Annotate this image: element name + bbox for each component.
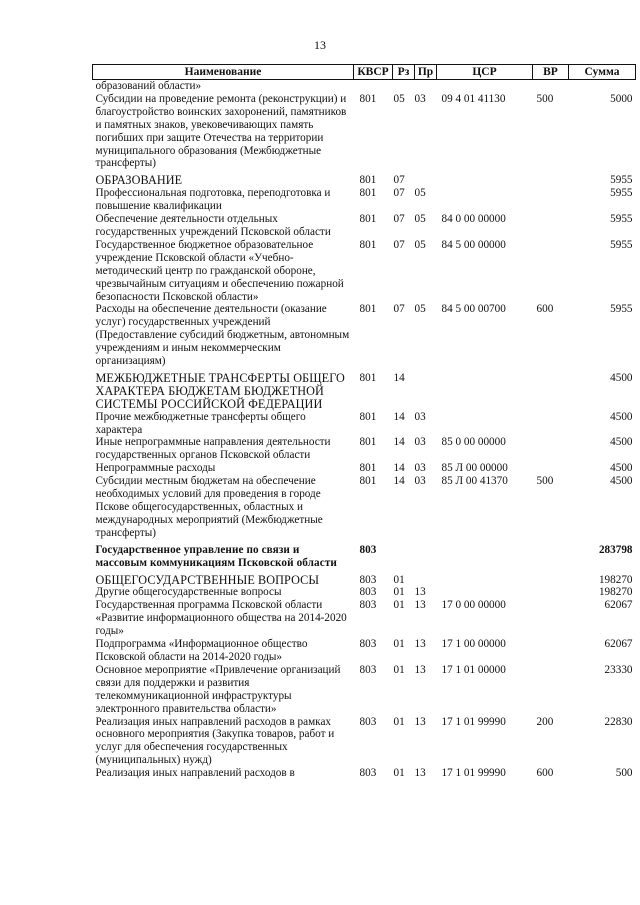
cell-rz: 05 — [393, 92, 405, 105]
column-header-sum: Сумма — [569, 65, 636, 80]
table-header — [93, 65, 636, 80]
cell-pr: 13 — [414, 599, 426, 612]
column-header-pr: Пр — [415, 65, 437, 80]
cell-pr — [415, 368, 437, 411]
cell-sum: 5000 — [610, 92, 633, 105]
cell-pr: 03 — [414, 92, 426, 105]
table-row — [93, 570, 636, 587]
cell-kvsr: 801 — [359, 92, 377, 105]
cell-name: Субсидии на проведение ремонта (реконструкции) и благоустройство воинских захоронений, памятников и памятных знаков, увековечивающих память погибших при защите Отечества на территории муниципального образования (Межбюджетные трансферты) — [95, 92, 347, 170]
cell-vr — [533, 586, 569, 599]
cell-pr: 05 — [414, 187, 426, 200]
table-row — [93, 586, 636, 599]
cell-kvsr: 801 — [359, 410, 377, 423]
cell-rz — [393, 80, 415, 93]
cell-csr: 17 1 01 00000 — [441, 663, 506, 676]
cell-name: Субсидии местным бюджетам на обеспечение необходимых условий для проведения в городе Пскове общегосударственных, областных и международных мероприятий (Межбюджетные трансферты) — [95, 475, 323, 539]
cell-kvsr: 801 — [359, 238, 377, 251]
cell-vr — [533, 540, 569, 570]
cell-pr: 03 — [414, 462, 426, 475]
cell-rz: 14 — [393, 475, 405, 488]
cell-name: Реализация иных направлений расходов в рамках основного мероприятия (Закупка товаров, работ и услуг для обеспечения государственных (муниципальных) нужд) — [95, 715, 335, 767]
cell-kvsr: 803 — [359, 543, 377, 556]
cell-sum: 198270 — [598, 573, 633, 586]
cell-csr — [437, 80, 533, 93]
table-row — [93, 213, 636, 239]
cell-vr — [533, 638, 569, 664]
cell-vr — [533, 436, 569, 462]
cell-rz: 01 — [393, 599, 405, 612]
cell-kvsr: 803 — [359, 638, 377, 651]
cell-kvsr: 801 — [359, 174, 377, 187]
cell-name: Другие общегосударственные вопросы — [95, 586, 282, 599]
table-row — [93, 411, 636, 437]
cell-pr: 03 — [414, 475, 426, 488]
cell-csr: 17 1 01 99990 — [441, 715, 506, 728]
cell-sum: 4500 — [610, 475, 633, 488]
cell-kvsr: 801 — [359, 475, 377, 488]
cell-sum: 283798 — [598, 543, 633, 556]
table-row — [93, 239, 636, 304]
cell-csr — [437, 570, 533, 587]
cell-vr — [533, 570, 569, 587]
cell-pr — [415, 80, 437, 93]
cell-rz: 07 — [393, 174, 405, 187]
cell-kvsr: 803 — [359, 586, 377, 599]
cell-name: ОБЩЕГОСУДАРСТВЕННЫЕ ВОПРОСЫ — [95, 572, 320, 587]
cell-vr — [533, 239, 569, 304]
cell-csr — [437, 586, 533, 599]
cell-pr: 13 — [414, 586, 426, 599]
cell-name: Государственное управление по связи и массовым коммуникациям Псковской области — [95, 543, 337, 569]
table-row — [93, 303, 636, 368]
cell-csr — [437, 368, 533, 411]
cell-rz: 01 — [393, 638, 405, 651]
cell-rz: 01 — [393, 586, 405, 599]
cell-vr: 600 — [536, 303, 554, 316]
cell-rz: 14 — [393, 410, 405, 423]
cell-name: Непрограммные расходы — [95, 462, 216, 475]
cell-pr: 13 — [414, 767, 426, 780]
cell-name: Основное мероприятие «Привлечение организаций связи для поддержки и развития телекоммуникационной инфраструктуры электронного правительства области» — [95, 663, 341, 715]
cell-name: Обеспечение деятельности отдельных государственных учреждений Псковской области — [95, 213, 331, 238]
cell-sum: 4500 — [610, 371, 633, 384]
cell-csr: 84 5 00 00000 — [441, 238, 506, 251]
column-header-vr: ВР — [533, 65, 569, 80]
budget-table — [92, 64, 636, 780]
cell-rz: 14 — [393, 371, 405, 384]
cell-kvsr: 801 — [359, 371, 377, 384]
cell-rz: 07 — [393, 213, 405, 226]
cell-vr — [533, 411, 569, 437]
cell-rz: 07 — [393, 303, 405, 316]
cell-rz: 01 — [393, 663, 405, 676]
cell-name: ОБРАЗОВАНИЕ — [95, 173, 183, 188]
cell-name: Реализация иных направлений расходов в — [95, 767, 295, 780]
cell-pr: 13 — [414, 638, 426, 651]
table-body — [93, 80, 636, 781]
cell-kvsr: 803 — [359, 599, 377, 612]
cell-csr — [437, 540, 533, 570]
column-header-csr: ЦСР — [437, 65, 533, 80]
cell-vr — [533, 664, 569, 716]
table-row — [93, 170, 636, 187]
cell-csr: 85 Л 00 41370 — [441, 475, 508, 488]
cell-sum: 22830 — [604, 715, 633, 728]
cell-kvsr — [354, 80, 393, 93]
cell-sum: 5955 — [610, 213, 633, 226]
table-row — [93, 462, 636, 475]
cell-name: Расходы на обеспечение деятельности (оказание услуг) государственных учреждений (Предоставление субсидий бюджетным, автономным учреждениям и иным некоммерческим организациям) — [95, 303, 350, 368]
cell-vr — [533, 80, 569, 93]
cell-kvsr: 801 — [359, 462, 377, 475]
table-row — [93, 540, 636, 570]
table-row — [93, 187, 636, 213]
cell-kvsr: 801 — [359, 187, 377, 200]
cell-kvsr: 803 — [359, 715, 377, 728]
cell-name: Государственная программа Псковской области «Развитие информационного общества на 2014-2020 годы» — [95, 599, 347, 638]
cell-vr — [533, 368, 569, 411]
cell-rz: 14 — [393, 462, 405, 475]
cell-kvsr: 801 — [359, 213, 377, 226]
cell-sum: 5955 — [610, 187, 633, 200]
cell-csr: 85 Л 00 00000 — [441, 462, 508, 475]
column-header-name: Наименование — [93, 65, 354, 80]
cell-pr — [415, 540, 437, 570]
table-row — [93, 475, 636, 540]
cell-sum: 198270 — [598, 586, 633, 599]
table-row — [93, 716, 636, 768]
cell-sum: 5955 — [610, 174, 633, 187]
table-row — [93, 664, 636, 716]
cell-name: Профессиональная подготовка, переподготовка и повышение квалификации — [95, 187, 331, 213]
cell-pr: 05 — [414, 238, 426, 251]
cell-pr: 05 — [414, 303, 426, 316]
cell-vr — [533, 187, 569, 213]
cell-sum: 500 — [615, 767, 633, 780]
cell-rz: 01 — [393, 715, 405, 728]
cell-vr: 500 — [536, 92, 554, 105]
table-row — [93, 599, 636, 638]
cell-sum — [569, 80, 636, 93]
cell-kvsr: 801 — [359, 303, 377, 316]
cell-pr: 03 — [414, 436, 426, 449]
cell-name: Иные непрограммные направления деятельности государственных органов Псковской области — [95, 436, 331, 462]
cell-pr: 13 — [414, 663, 426, 676]
cell-csr: 17 1 01 99990 — [441, 767, 506, 780]
cell-sum: 23330 — [604, 663, 633, 676]
cell-name: Подпрограмма «Информационное общество Псковской области на 2014-2020 годы» — [95, 638, 308, 663]
table-row — [93, 767, 636, 780]
cell-csr: 17 0 00 00000 — [441, 599, 506, 612]
cell-name: Прочие межбюджетные трансферты общего характера — [95, 410, 306, 436]
cell-csr: 09 4 01 41130 — [441, 92, 506, 105]
cell-name: МЕЖБЮДЖЕТНЫЕ ТРАНСФЕРТЫ ОБЩЕГО ХАРАКТЕРА БЮДЖЕТАМ БЮДЖЕТНОЙ СИСТЕМЫ РОССИЙСКОЙ ФЕДЕРАЦИИ — [95, 370, 345, 411]
cell-csr: 84 5 00 00700 — [441, 303, 506, 316]
cell-rz: 14 — [393, 436, 405, 449]
cell-name: образований области» — [95, 80, 202, 92]
cell-kvsr: 803 — [359, 767, 377, 780]
column-header-kvsr: КВСР — [354, 65, 393, 80]
cell-vr: 200 — [536, 715, 554, 728]
cell-rz — [393, 540, 415, 570]
cell-sum: 5955 — [610, 238, 633, 251]
table-row — [93, 368, 636, 411]
table-row — [93, 80, 636, 93]
cell-name: Государственное бюджетное образовательное учреждение Псковской области «Учебно-методический центр по гражданской обороне, чрезвычайным ситуациям и обеспечению пожарной безопасности Псковской области» — [95, 238, 344, 303]
cell-pr: 05 — [414, 213, 426, 226]
table-row — [93, 93, 636, 170]
cell-rz: 01 — [393, 767, 405, 780]
cell-csr: 17 1 00 00000 — [441, 638, 506, 651]
cell-rz: 07 — [393, 187, 405, 200]
cell-rz: 01 — [393, 573, 405, 586]
cell-vr — [533, 213, 569, 239]
cell-pr: 03 — [414, 410, 426, 423]
cell-vr — [533, 599, 569, 638]
cell-vr: 600 — [536, 767, 554, 780]
table-row — [93, 638, 636, 664]
column-header-rz: Рз — [393, 65, 415, 80]
page-number: 13 — [314, 38, 326, 52]
cell-pr — [415, 170, 437, 187]
cell-csr: 85 0 00 00000 — [441, 436, 506, 449]
cell-vr — [533, 462, 569, 475]
cell-pr — [415, 570, 437, 587]
cell-sum: 5955 — [610, 303, 633, 316]
cell-sum: 62067 — [604, 599, 633, 612]
cell-vr: 500 — [536, 475, 554, 488]
cell-kvsr: 803 — [359, 663, 377, 676]
cell-kvsr: 803 — [359, 573, 377, 586]
table-row — [93, 436, 636, 462]
cell-sum: 4500 — [610, 462, 633, 475]
cell-pr: 13 — [414, 715, 426, 728]
cell-rz: 07 — [393, 238, 405, 251]
cell-sum: 4500 — [610, 436, 633, 449]
cell-csr — [437, 411, 533, 437]
cell-csr — [437, 170, 533, 187]
cell-csr: 84 0 00 00000 — [441, 213, 506, 226]
cell-csr — [437, 187, 533, 213]
cell-vr — [533, 170, 569, 187]
cell-sum: 62067 — [604, 638, 633, 651]
cell-sum: 4500 — [610, 410, 633, 423]
cell-kvsr: 801 — [359, 436, 377, 449]
